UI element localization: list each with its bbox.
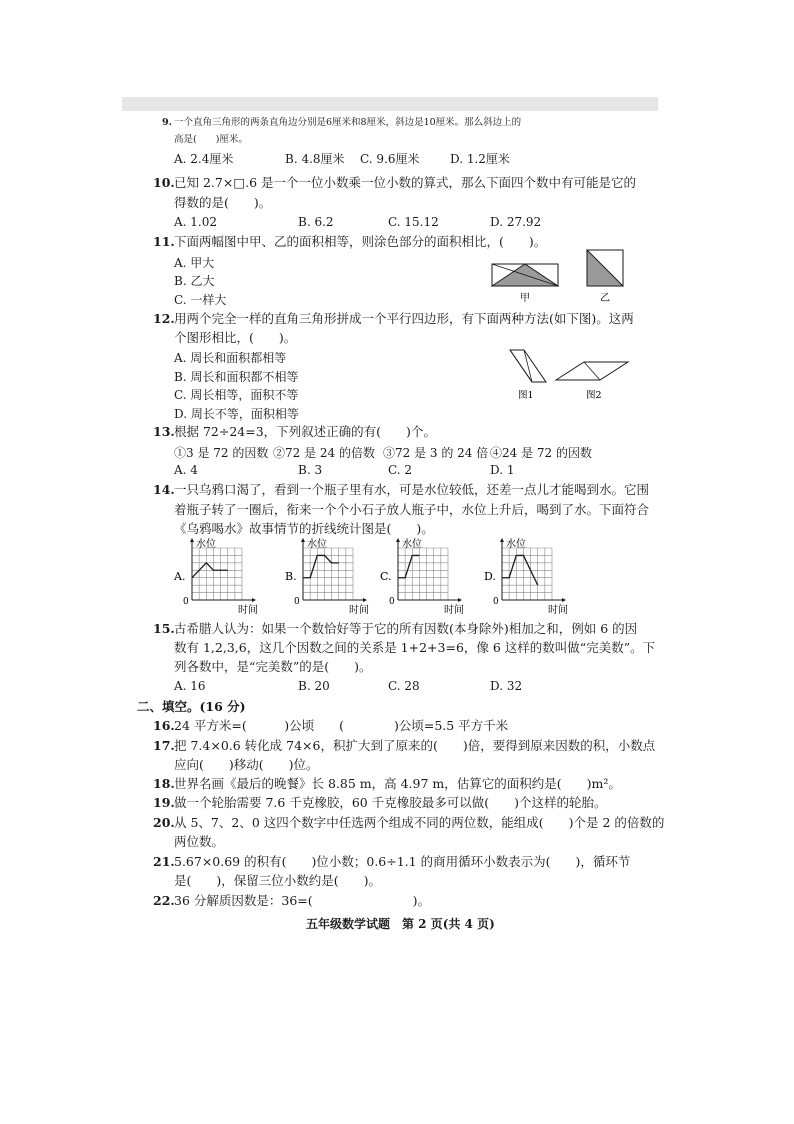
x-axis-arrow: [562, 598, 566, 602]
q17-text-line1[interactable]: 把 7.4×0.6 转化成 74×6，积扩大到了原来的( )倍，要得到原来因数的积，小数点: [174, 738, 656, 753]
q11-option-b[interactable]: B. 乙大: [174, 274, 215, 288]
q20-text-line1[interactable]: 从 5、7、2、0 这四个数字中任选两个组成不同的两位数，能组成( )个是 2 的倍数的: [174, 815, 665, 830]
q9-option-c[interactable]: C. 9.6厘米: [360, 152, 420, 166]
q14-series-line: [303, 555, 339, 577]
q14-x-axis-label: 时间: [548, 605, 568, 616]
q10-option-a[interactable]: A. 1.02: [174, 215, 218, 229]
q14-origin-label: 0: [389, 597, 395, 607]
figure-jia-label: 甲: [520, 293, 530, 304]
q12-figures: [506, 346, 636, 402]
y-axis-arrow: [396, 538, 400, 542]
q14-y-axis-label: 水位: [196, 539, 216, 550]
q13-option-b[interactable]: B. 3: [298, 463, 323, 477]
q16-number: 16.: [153, 718, 175, 733]
q13-option-d[interactable]: D. 1: [490, 463, 515, 477]
q18-number: 18.: [153, 776, 175, 791]
q14-option-letter[interactable]: B.: [285, 570, 297, 583]
q10-option-b[interactable]: B. 6.2: [298, 215, 334, 229]
q12-option-b[interactable]: B. 周长和面积都不相等: [174, 370, 299, 384]
q14-y-axis-label: 水位: [506, 539, 526, 550]
q14-charts: [170, 538, 600, 616]
q14-number: 14.: [153, 482, 175, 497]
q14-origin-label: 0: [183, 597, 189, 607]
q15-text-line3: 列各数中，是“完美数”的是( )。: [174, 659, 372, 674]
q17-text-line2[interactable]: 应向( )移动( )位。: [174, 757, 319, 772]
q11-option-c[interactable]: C. 一样大: [174, 293, 227, 307]
q12-text-line2: 个图形相比，( )。: [174, 330, 297, 345]
figure-jia: [492, 264, 558, 286]
q14-option-letter[interactable]: D.: [484, 570, 496, 583]
q13-option-c[interactable]: C. 2: [388, 463, 413, 477]
q11-figures: [490, 248, 630, 304]
q15-text-line2: 数有 1,2,3,6，这几个因数之间的关系是 1+2+3=6，像 6 这样的数叫做“完美数”。下: [174, 640, 656, 655]
q13-statement-1: ①3 是 72 的因数: [174, 446, 269, 460]
q21-text-line2[interactable]: 是( )，保留三位小数约是( )。: [174, 873, 382, 888]
q14-series-line: [398, 555, 419, 577]
q19-number: 19.: [153, 795, 175, 810]
q11-option-a[interactable]: A. 甲大: [174, 256, 215, 270]
q13-option-a[interactable]: A. 4: [174, 463, 198, 477]
q15-number: 15.: [153, 621, 175, 636]
q11-text-line1: 下面两幅图中甲、乙的面积相等，则涂色部分的面积相比，( )。: [174, 234, 547, 249]
q9-number: 9.: [162, 117, 172, 128]
q15-option-b[interactable]: B. 20: [298, 679, 330, 693]
q14-chart-d: [484, 537, 568, 616]
figure-yi: [587, 250, 623, 286]
x-axis-arrow: [252, 598, 256, 602]
q15-option-d[interactable]: D. 32: [490, 679, 523, 693]
q14-origin-label: 0: [493, 597, 499, 607]
q14-text-line1: 一只乌鸦口渴了，看到一个瓶子里有水，可是水位较低，还差一点儿才能喝到水。它围: [174, 482, 650, 497]
q10-option-c[interactable]: C. 15.12: [388, 215, 439, 229]
q10-text-line1: 已知 2.7×□.6 是一个一位小数乘一位小数的算式，那么下面四个数中有可能是它的: [174, 175, 637, 190]
q11-number: 11.: [153, 234, 175, 249]
q19-text[interactable]: 做一个轮胎需要 7.6 千克橡胶，60 千克橡胶最多可以做( )个这样的轮胎。: [174, 795, 607, 810]
q17-number: 17.: [153, 738, 175, 753]
q14-origin-label: 0: [294, 597, 300, 607]
q14-chart-c: [380, 537, 464, 616]
x-axis-arrow: [458, 598, 462, 602]
q22-number: 22.: [153, 893, 175, 908]
section-2-heading: 二、填空。(16 分): [137, 699, 246, 714]
q14-chart-a: [173, 537, 258, 616]
q12-text-line1: 用两个完全一样的直角三角形拼成一个平行四边形，有下面两种方法(如下图)。这两: [174, 311, 634, 326]
q14-chart-b: [285, 537, 369, 616]
q14-x-axis-label: 时间: [444, 605, 464, 616]
figure-1-parallelogram: [510, 350, 546, 382]
figure-2-parallelogram: [556, 362, 628, 380]
q14-x-axis-label: 时间: [238, 605, 258, 616]
q15-option-a[interactable]: A. 16: [174, 679, 206, 693]
q10-text-line2: 得数的是( )。: [174, 195, 272, 210]
q13-text-line1: 根据 72÷24=3，下列叙述正确的有( )个。: [174, 424, 436, 439]
q22-text[interactable]: 36 分解质因数是：36=( )。: [174, 893, 431, 908]
figure-yi-label: 乙: [600, 293, 610, 304]
q9-option-d[interactable]: D. 1.2厘米: [450, 152, 510, 166]
q14-x-axis-label: 时间: [349, 605, 369, 616]
q14-text-line3: 《乌鸦喝水》故事情节的折线统计图是( )。: [174, 521, 434, 536]
q13-statement-4: ④24 是 72 的因数: [490, 446, 592, 460]
y-axis-arrow: [190, 538, 194, 542]
q10-number: 10.: [153, 175, 175, 190]
q12-number: 12.: [153, 311, 175, 326]
page-footer: 五年级数学试题 第 2 页(共 4 页): [306, 917, 495, 931]
q10-option-d[interactable]: D. 27.92: [490, 215, 542, 229]
q12-option-a[interactable]: A. 周长和面积都相等: [174, 351, 287, 365]
q14-text-line2: 着瓶子转了一圈后，衔来一个个小石子放人瓶子中，水位上升后，喝到了水。下面符合: [174, 502, 650, 517]
q14-option-letter[interactable]: C.: [380, 570, 392, 583]
q13-statement-2: ②72 是 24 的倍数: [273, 446, 375, 460]
q9-option-b[interactable]: B. 4.8厘米: [285, 152, 345, 166]
q9-text-line1: 一个直角三角形的两条直角边分别是6厘米和8厘米，斜边是10厘米。那么斜边上的: [174, 117, 522, 128]
q20-text-line2: 两位数。: [174, 834, 225, 849]
q21-text-line1[interactable]: 5.67×0.69 的积有( )位小数；0.6÷1.1 的商用循环小数表示为( )，循环节: [174, 854, 631, 869]
q15-text-line1: 古希腊人认为：如果一个数恰好等于它的所有因数(本身除外)相加之和，例如 6 的因: [174, 621, 638, 636]
scan-top-band: [122, 97, 658, 111]
q9-text-line2: 高是( )厘米。: [174, 134, 248, 145]
figure-1-label: 图1: [518, 390, 534, 401]
q18-text[interactable]: 世界名画《最后的晚餐》长 8.85 m，高 4.97 m，估算它的面积约是( )m²。: [174, 776, 621, 791]
q15-option-c[interactable]: C. 28: [388, 679, 420, 693]
q14-option-letter[interactable]: A.: [174, 570, 186, 583]
q21-number: 21.: [153, 854, 175, 869]
x-axis-arrow: [363, 598, 367, 602]
q9-option-a[interactable]: A. 2.4厘米: [174, 152, 234, 166]
figure-2-label: 图2: [586, 390, 602, 401]
q12-option-c[interactable]: C. 周长相等，面积不等: [174, 388, 299, 402]
q14-y-axis-label: 水位: [402, 539, 422, 550]
q14-y-axis-label: 水位: [307, 539, 327, 550]
q13-number: 13.: [153, 424, 175, 439]
q12-option-d[interactable]: D. 周长不等，面积相等: [174, 407, 299, 421]
q20-number: 20.: [153, 815, 175, 830]
q16-text[interactable]: 24 平方米=( )公顷 ( )公顷=5.5 平方千米: [174, 718, 509, 733]
y-axis-arrow: [500, 538, 504, 542]
q13-statement-3: ③72 是 3 的 24 倍: [383, 446, 489, 460]
y-axis-arrow: [301, 538, 305, 542]
